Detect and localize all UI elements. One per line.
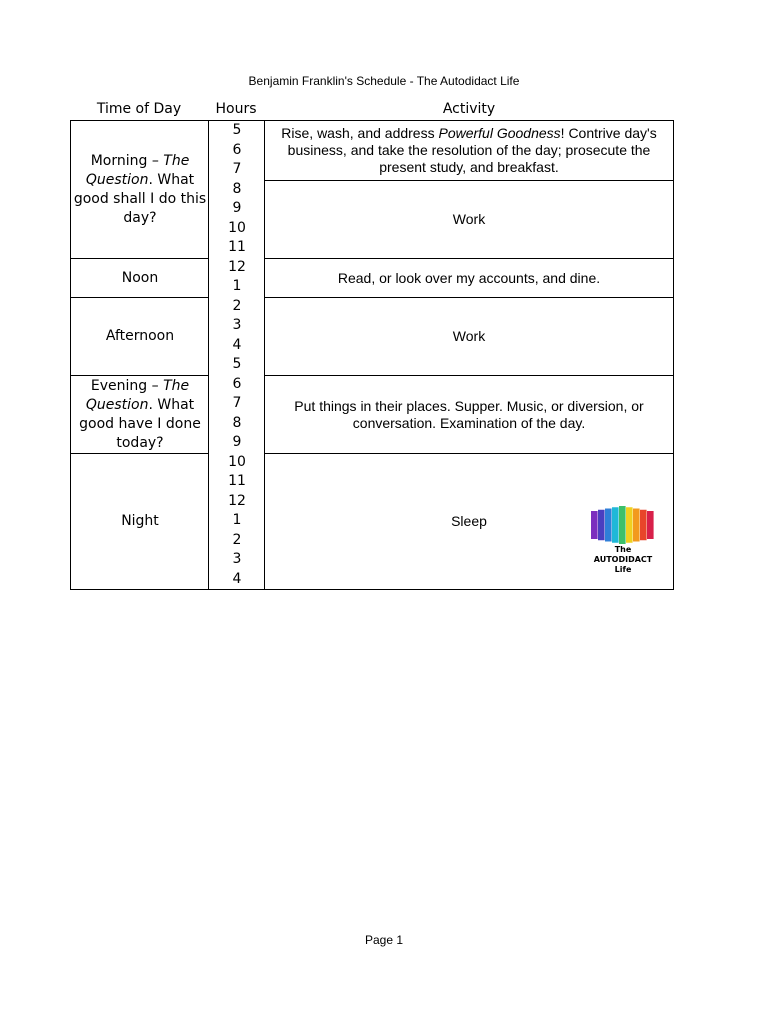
logo-stripe	[598, 510, 605, 541]
logo-stripe	[619, 506, 626, 544]
hour-label: 4	[232, 336, 242, 353]
time-of-day-evening: Evening – The Question. What good have I done today?	[79, 377, 201, 451]
hour-label: 7	[232, 395, 242, 411]
time-of-day-morning: Morning – The Question. What good shall I do this day?	[73, 152, 207, 226]
hour-label: 3	[232, 551, 242, 567]
hour-label: 10	[228, 453, 246, 470]
hour-label: 9	[232, 434, 242, 450]
hour-label: 4	[232, 570, 242, 587]
schedule-table	[70, 120, 674, 590]
logo-stripe	[633, 509, 640, 542]
autodidact-life-logo	[590, 505, 656, 581]
hour-label: 1	[232, 512, 242, 528]
activity-morning-work: Work	[452, 211, 486, 227]
time-of-day-night: Night	[121, 513, 159, 529]
logo-stripe	[647, 511, 654, 539]
logo-stripe	[591, 511, 598, 539]
document-title: Benjamin Franklin's Schedule - The Autodidact Life	[248, 74, 520, 88]
hour-label: 5	[232, 356, 242, 372]
hour-label: 11	[228, 473, 246, 489]
hour-label: 6	[232, 375, 242, 392]
hour-label: 2	[232, 297, 242, 314]
hour-label: 9	[232, 200, 242, 216]
hour-label: 6	[232, 141, 242, 158]
hour-label: 10	[228, 219, 246, 236]
activity-morning-routine: Rise, wash, and address Powerful Goodness! Contrive day's business, and take the resolution of the day; prosecute the present study, and breakfast.	[281, 125, 657, 175]
hour-label: 12	[228, 492, 246, 509]
hour-label: 3	[232, 317, 242, 333]
logo-text-line2: AUTODIDACT	[593, 555, 653, 564]
hour-label: 8	[232, 180, 242, 197]
hours-column	[209, 121, 265, 589]
activity-afternoon: Work	[452, 328, 486, 344]
time-of-day-afternoon: Afternoon	[105, 328, 175, 344]
logo-stripe	[605, 509, 612, 542]
hour-label: 12	[228, 258, 246, 275]
hour-label: 7	[232, 161, 242, 177]
page-number: Page 1	[364, 933, 404, 947]
hour-label: 1	[232, 278, 242, 294]
header-hours: Hours	[215, 101, 257, 117]
logo-stripe	[640, 510, 647, 541]
logo-text-line1: The	[614, 545, 632, 554]
logo-stripe	[612, 507, 619, 543]
header-activity: Activity	[442, 101, 496, 117]
rainbow-logo-icon	[590, 505, 656, 545]
activity-evening: Put things in their places. Supper. Music, or diversion, or conversation. Examination of the day.	[294, 397, 644, 431]
time-of-day-noon: Noon	[121, 269, 159, 286]
activity-noon: Read, or look over my accounts, and dine.	[337, 269, 601, 286]
logo-stripe	[626, 507, 633, 543]
logo-text-line3: Life	[614, 565, 632, 574]
hour-label: 8	[232, 414, 242, 431]
hour-label: 5	[232, 122, 242, 138]
activity-night: Sleep	[451, 513, 487, 529]
hour-label: 11	[228, 239, 246, 255]
header-time-of-day: Time of Day	[96, 101, 182, 117]
hour-label: 2	[232, 531, 242, 548]
